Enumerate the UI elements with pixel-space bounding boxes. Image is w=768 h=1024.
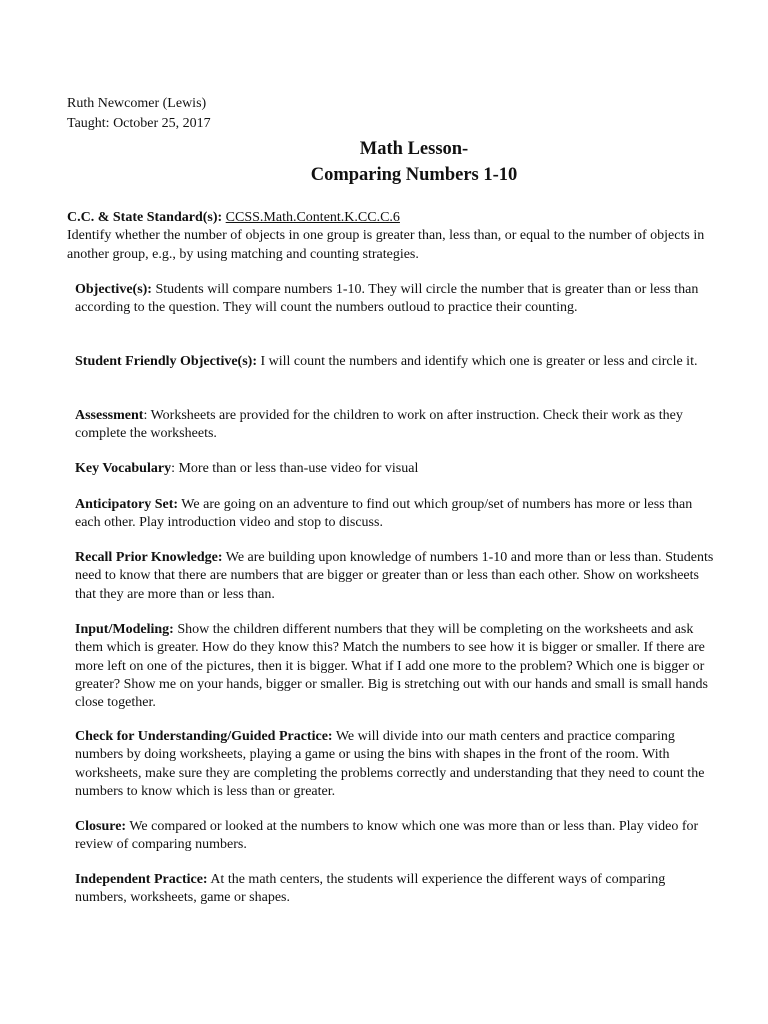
title-line-1: Math Lesson- bbox=[359, 139, 469, 159]
recall-prior-knowledge-section bbox=[75, 549, 715, 604]
check-for-understanding-section bbox=[75, 728, 715, 801]
student-friendly-label: Student Friendly Objective(s): bbox=[75, 354, 257, 369]
standard-text: Identify whether the number of objects in one group is greater than, less than, or equal to the number of objects in another group, e.g., by using matching and counting strategies. bbox=[67, 228, 705, 262]
check-label: Check for Understanding/Guided Practice: bbox=[75, 729, 333, 744]
closure-section bbox=[75, 818, 715, 855]
assessment-text: : Worksheets are provided for the children to work on after instruction. Check their work as they complete the worksheets. bbox=[75, 408, 683, 442]
student-friendly-text: I will count the numbers and identify which one is greater or less and circle it. bbox=[256, 354, 698, 369]
recall-label: Recall Prior Knowledge: bbox=[75, 550, 223, 565]
anticipatory-set-label: Anticipatory Set: bbox=[75, 497, 179, 512]
input-modeling-label: Input/Modeling: bbox=[75, 622, 174, 637]
standard-code-link[interactable]: CCSS.Math.Content.K.CC.C.6 bbox=[225, 210, 400, 225]
independent-practice-section bbox=[75, 871, 715, 908]
key-vocabulary-section bbox=[75, 460, 715, 478]
standard-label: C.C. & State Standard(s): bbox=[67, 210, 223, 225]
anticipatory-set-section bbox=[75, 496, 715, 533]
author-block bbox=[67, 95, 707, 135]
lesson-title bbox=[0, 136, 768, 188]
anticipatory-set-text: We are going on an adventure to find out which group/set of numbers has more or less than each other. Play introduction video and stop to discuss. bbox=[75, 497, 693, 531]
assessment-section bbox=[75, 407, 715, 444]
taught-date: Taught: October 25, 2017 bbox=[67, 116, 211, 131]
input-modeling-text: Show the children different numbers that they will be completing on the worksheets and ask them which is greater. How do they know this? Match the numbers to see how it is bigger or smaller. If there are more left on one of the pictures, then it is bigger. What if I add one more to the problem? Which one is bigger or greater? Show me on your hands, bigger or smaller. Big is stretching out with our hands and small is small hands close together. bbox=[75, 622, 709, 711]
assessment-label: Assessment bbox=[75, 408, 144, 423]
objectives-section bbox=[75, 281, 715, 318]
student-friendly-objectives-section bbox=[75, 353, 715, 371]
key-vocabulary-label: Key Vocabulary bbox=[75, 461, 172, 476]
recall-text: We are building upon knowledge of numbers 1-10 and more than or less than. Students need to know that there are numbers that are bigger or greater than or less than each other. Show on worksheets that they are more than or less than. bbox=[75, 550, 714, 602]
independent-practice-text: At the math centers, the students will experience the different ways of comparing numbers, worksheets, game or shapes. bbox=[75, 872, 666, 906]
independent-practice-label: Independent Practice: bbox=[75, 872, 208, 887]
closure-text: We compared or looked at the numbers to know which one was more than or less than. Play video for review of comparing numbers. bbox=[75, 819, 699, 853]
objectives-text: Students will compare numbers 1-10. They will circle the number that is greater than or less than according to the question. They will count the numbers outloud to practice their counting. bbox=[75, 282, 699, 316]
input-modeling-section bbox=[75, 621, 715, 712]
closure-label: Closure: bbox=[75, 819, 127, 834]
standard-section bbox=[67, 209, 727, 264]
objectives-label: Objective(s): bbox=[75, 282, 152, 297]
check-text: We will divide into our math centers and practice comparing numbers by doing worksheets, playing a game or using the bins with shapes in the front of the room. With worksheets, make sure they are completing the problems correctly and understanding that they need to count the numbers to know which is less than or greater. bbox=[75, 729, 705, 799]
title-line-2: Comparing Numbers 1-10 bbox=[310, 165, 518, 185]
author-name: Ruth Newcomer (Lewis) bbox=[67, 96, 207, 111]
key-vocabulary-text: : More than or less than-use video for visual bbox=[171, 461, 419, 476]
